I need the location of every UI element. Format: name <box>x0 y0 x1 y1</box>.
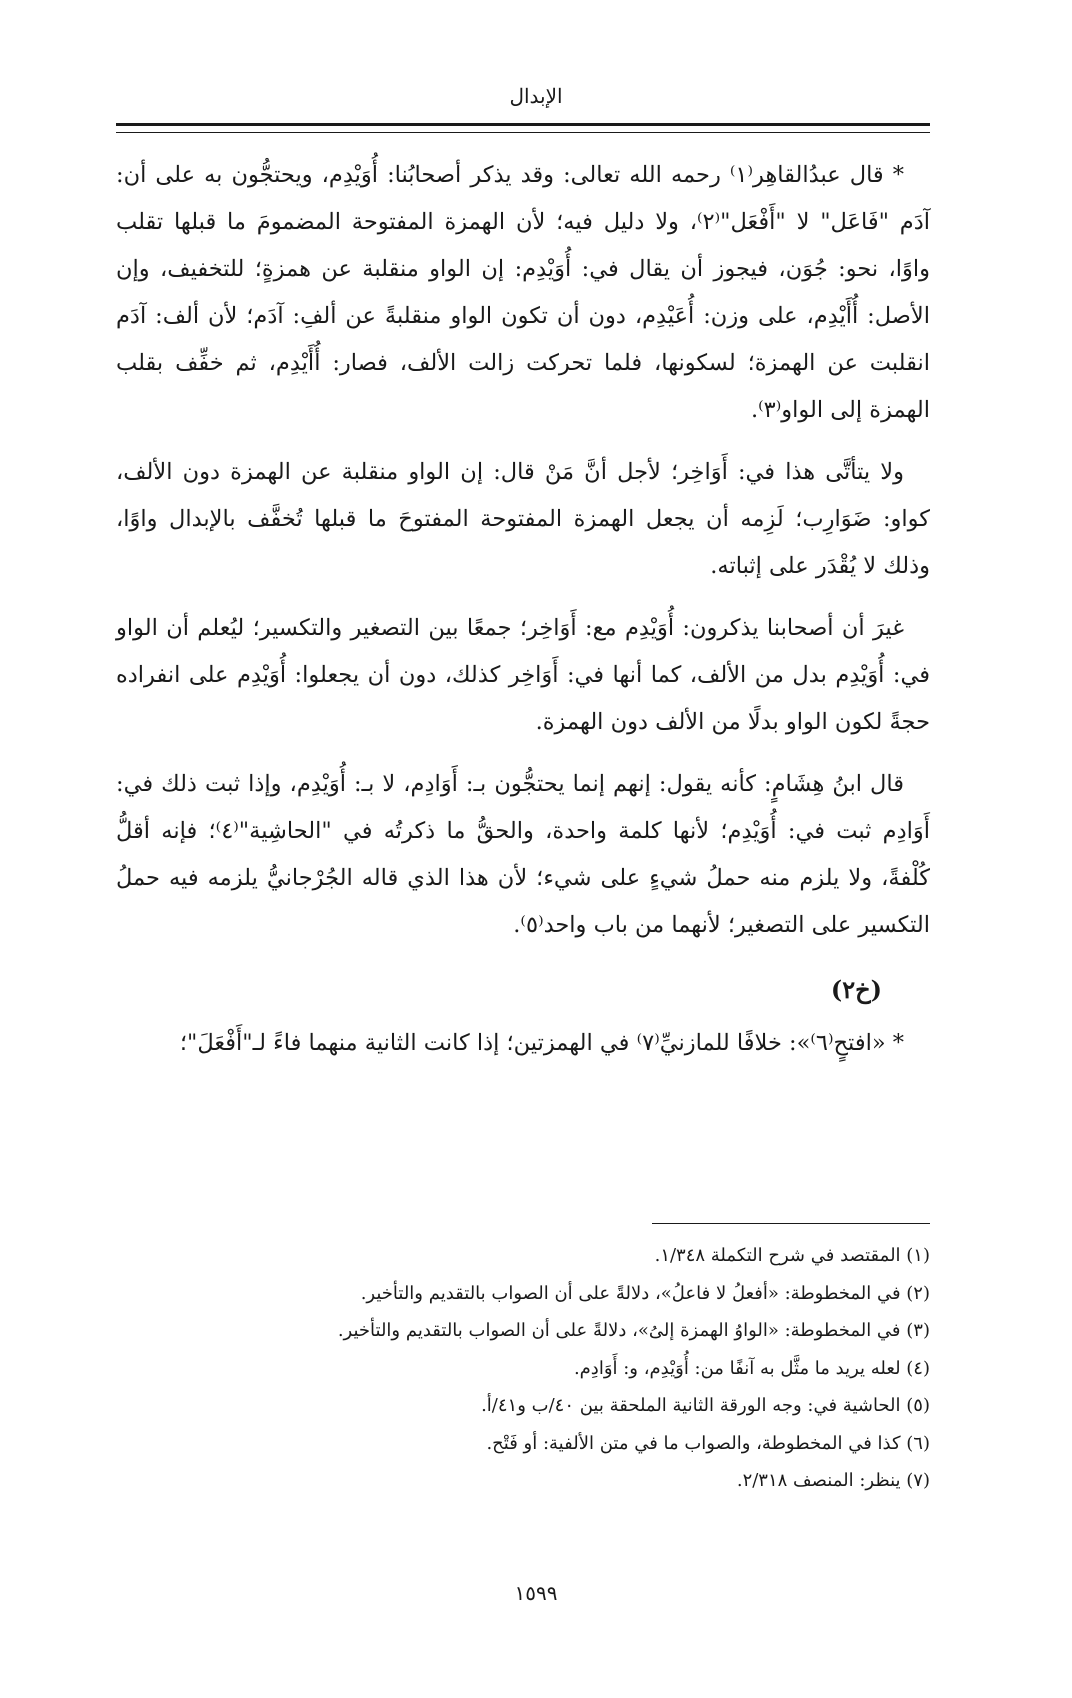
section-marker: (خ٢) <box>830 975 882 1004</box>
footnote-item: (٣) في المخطوطة: «الواوُ الهمزة إلىُ»، دلالةً على أن الصواب بالتقديم والتأخير. <box>337 1320 930 1341</box>
header-rule-thin <box>116 132 930 133</box>
footnote-item: (٤) لعله يريد ما مثَّل به آنفًا من: أُوَيْدِم، و: أَوَادِم. <box>573 1357 930 1379</box>
paragraph: غيرَ أن أصحابنا يذكرون: أُوَيْدِم مع: أَوَاخِر؛ جمعًا بين التصغير والتكسير؛ ليُعلم أن الواو في: أُوَيْدِم بدل من الألف، كما أنها في: أَوَاخِر كذلك، دون أن يجعلوا: أُوَيْدِم على انفراده حجةً لكون الواو بدلًا من الألف دون الهمزة. <box>116 615 930 735</box>
footnote-item: (٥) الحاشية في: وجه الورقة الثانية الملحقة بين ٤٠/ب و٤١/أ. <box>481 1395 930 1416</box>
paragraph: ولا يتأتَّى هذا في: أَوَاخِر؛ لأجل أنَّ مَنْ قال: إن الواو منقلبة عن الهمزة دون الألف، كواو: ضَوَارِب؛ لَزِمه أن يجعل الهمزة المفتوحة المفتوحَ ما قبلها تُخفَّف بالإبدال واوًا، وذلك لا يُقْدَر على إثباته. <box>116 459 930 579</box>
paragraph: * قال عبدُالقاهِر⁽١⁾ رحمه الله تعالى: وقد يذكر أصحابُنا: أُوَيْدِم، ويحتجُّون به على أن: آدَم "فَاعَل" لا "أَفْعَل"⁽٢⁾، ولا دليل فيه؛ لأن الهمزة المفتوحة المضمومَ ما قبلها تقلب واوًا، نحو: جُوَن، فيجوز أن يقال في: أُوَيْدِم: إن الواو منقلبة عن همزةٍ؛ للتخفيف، وإن الأصل: أُأَيْدِم، على وزن: أُعَيْدِم، دون أن تكون الواو منقلبةً عن ألفِ: آدَم؛ لأن ألف: آدَم انقلبت عن الهمزة؛ لسكونها، فلما تحركت زالت الألف، فصار: أُأَيْدِم، ثم خفِّف بقلب الهمزة إلى الواو⁽٣⁾. <box>116 162 931 423</box>
page-number: ١٥٩٩ <box>514 1581 558 1605</box>
footnote-item: (٦) كذا في المخطوطة، والصواب ما في متن الألفية: أو فَتْح. <box>486 1432 930 1454</box>
paragraph: قال ابنُ هِشَامٍ: كأنه يقول: إنهم إنما يحتجُّون بـ: أَوَادِم، لا بـ: أُوَيْدِم، وإذا ثبت ذلك في: أَوَادِم ثبت في: أُوَيْدِم؛ لأنها كلمة واحدة، والحقُّ ما ذكرتُه في "الحاشِية"⁽٤⁾؛ فإنه أقلُّ كُلْفةً، ولا يلزم منه حملُ شيءٍ على شيء؛ لأن هذا الذي قاله الجُرْجانيُّ يلزمه فيه حملُ التكسير على التصغير؛ لأنهما من باب واحد⁽٥⁾. <box>116 771 930 938</box>
footnotes-list <box>116 1237 930 1500</box>
running-head-title: الإبدال <box>509 84 563 108</box>
footnote-item: (٧) ينظر: المنصف ٢/٣١٨. <box>736 1470 930 1491</box>
header-rule-thick <box>116 123 930 126</box>
footnote-separator <box>652 1223 930 1224</box>
footnote-item: (١) المقتصد في شرح التكملة ١/٣٤٨. <box>654 1245 930 1266</box>
main-text <box>116 152 930 1082</box>
paragraph-last: * «افتحٍ⁽٦⁾»: خلافًا للمازنيِّ⁽٧⁾ في الهمزتين؛ إذا كانت الثانية منهما فاءً لـ"أَفْعَلَ"؛ <box>179 1030 904 1056</box>
footnote-item: (٢) في المخطوطة: «أفعلُ لا فاعلُ»، دلالةً على أن الصواب بالتقديم والتأخير. <box>360 1282 930 1304</box>
